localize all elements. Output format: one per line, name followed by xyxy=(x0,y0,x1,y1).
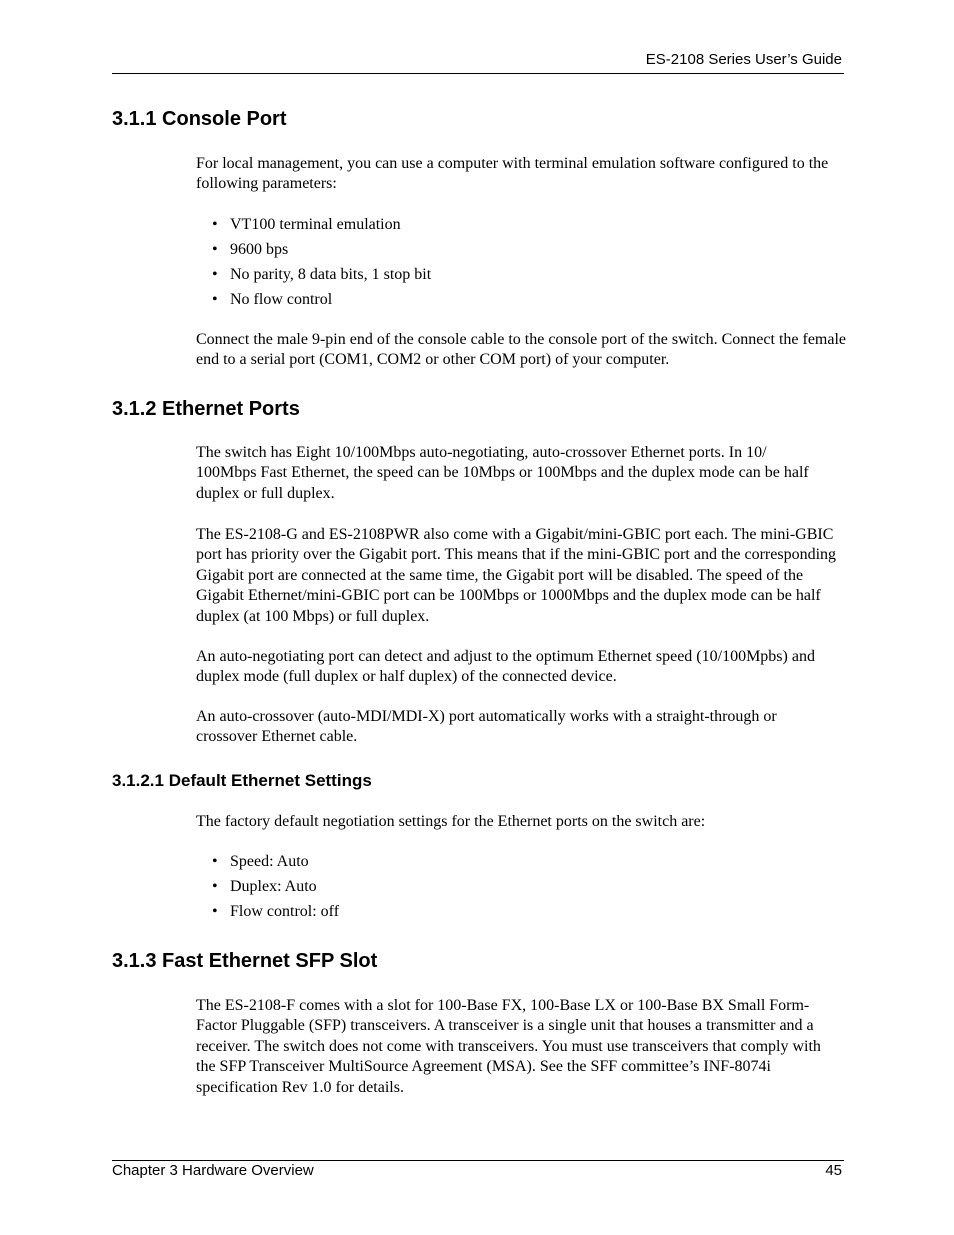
bullet-icon: • xyxy=(212,878,218,895)
list-item: • 9600 bps xyxy=(212,241,289,258)
console-parameters-list xyxy=(196,215,431,315)
list-item: • Duplex: Auto xyxy=(212,878,317,895)
bullet-icon: • xyxy=(212,216,218,233)
ethernet-paragraph-3: An auto-negotiating port can detect and adjust to the optimum Ethernet speed (10/100Mpbs) and duplex mode (full duplex or half duplex) of the connected device. xyxy=(196,648,815,686)
bullet-icon: • xyxy=(212,241,218,258)
ethernet-paragraph-1: The switch has Eight 10/100Mbps auto-negotiating, auto-crossover Ethernet ports. In 10/ 100Mbps Fast Ethernet, the speed can be 10Mbps or 100Mbps and the duplex mode can be half duplex or full duplex. xyxy=(196,444,809,502)
heading-default-ethernet-settings: 3.1.2.1 Default Ethernet Settings xyxy=(112,771,372,790)
heading-fast-ethernet-sfp-slot: 3.1.3 Fast Ethernet SFP Slot xyxy=(112,950,378,972)
heading-console-port: 3.1.1 Console Port xyxy=(112,108,287,130)
bullet-icon: • xyxy=(212,853,218,870)
ethernet-paragraph-4: An auto-crossover (auto-MDI/MDI-X) port automatically works with a straight-through or crossover Ethernet cable. xyxy=(196,708,777,746)
sfp-paragraph: The ES-2108-F comes with a slot for 100-Base FX, 100-Base LX or 100-Base BX Small Form-Factor Pluggable (SFP) transceivers. A transceiver is a single unit that houses a transmitter and a receiver. The switch does not come with transceivers. You must use transceivers that comply with the SFP Transceiver MultiSource Agreement (MSA). See the SFF committee’s INF-8074i specification Rev 1.0 for details. xyxy=(196,997,821,1096)
default-settings-list xyxy=(196,852,339,927)
ethernet-paragraph-2: The ES-2108-G and ES-2108PWR also come with a Gigabit/mini-GBIC port each. The mini-GBIC port has priority over the Gigabit port. This means that if the mini-GBIC port and the corresponding Gigabit port are connected at the same time, the Gigabit port will be disabled. The speed of the Gigabit Ethernet/mini-GBIC port can be 100Mbps or 1000Mbps and the duplex mode can be half duplex (at 100 Mbps) or full duplex. xyxy=(196,526,837,625)
running-header-title: ES-2108 Series User’s Guide xyxy=(645,51,842,68)
defaults-intro-paragraph: The factory default negotiation settings for the Ethernet ports on the switch are: xyxy=(196,813,706,830)
footer-chapter-title: Chapter 3 Hardware Overview xyxy=(112,1162,314,1179)
list-item: • No parity, 8 data bits, 1 stop bit xyxy=(212,266,432,283)
footer-divider xyxy=(112,1160,844,1161)
console-intro-paragraph: For local management, you can use a computer with terminal emulation software configured to the following parameters: xyxy=(196,155,829,193)
page-number: 45 xyxy=(825,1162,842,1179)
list-item: • Speed: Auto xyxy=(212,853,309,870)
bullet-icon: • xyxy=(212,291,218,308)
bullet-icon: • xyxy=(212,266,218,283)
list-item: • Flow control: off xyxy=(212,903,340,920)
bullet-icon: • xyxy=(212,903,218,920)
console-connection-paragraph: Connect the male 9-pin end of the console cable to the console port of the switch. Connect the female end to a serial port (COM1, COM2 or other COM port) of your computer. xyxy=(196,331,847,369)
list-item: • No flow control xyxy=(212,291,333,308)
list-item: • VT100 terminal emulation xyxy=(212,216,401,233)
header-divider xyxy=(112,73,844,74)
heading-ethernet-ports: 3.1.2 Ethernet Ports xyxy=(112,398,300,420)
